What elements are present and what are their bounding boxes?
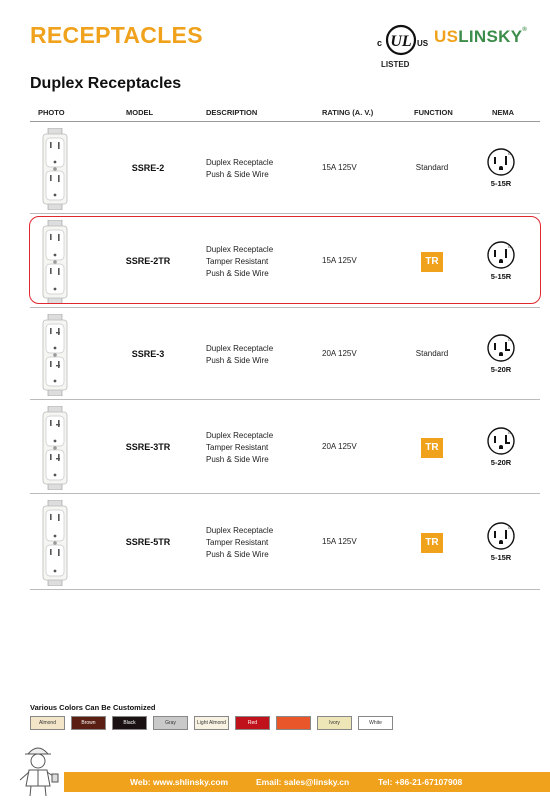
product-photo <box>40 500 70 591</box>
table-row <box>30 310 540 400</box>
column-nema: NEMA <box>492 108 515 117</box>
color-swatch: White <box>358 716 393 730</box>
svg-text:G: G <box>508 244 512 249</box>
color-swatch: Red <box>235 716 270 730</box>
svg-text:G: G <box>508 337 512 342</box>
description-line: Push & Side Wire <box>206 550 269 559</box>
table-header <box>30 108 540 122</box>
description-line: Push & Side Wire <box>206 269 269 278</box>
product-description <box>206 343 273 367</box>
rating-value: 15A 125V <box>322 256 357 265</box>
color-swatch: Ivory <box>317 716 352 730</box>
header-divider <box>30 121 540 122</box>
description-line: Tamper Resistant <box>206 443 269 452</box>
brand-us: US <box>434 27 459 46</box>
column-description: DESCRIPTION <box>206 108 258 117</box>
model-number: SSRE-5TR <box>125 537 171 547</box>
description-line: Push & Side Wire <box>206 455 269 464</box>
mascot-illustration <box>14 740 62 798</box>
footer-web: Web: www.shlinsky.com <box>130 777 229 787</box>
page-title: RECEPTACLES <box>30 22 203 48</box>
color-swatch: Almond <box>30 716 65 730</box>
color-swatch: Brown <box>71 716 106 730</box>
row-divider <box>30 307 540 308</box>
product-photo <box>40 128 70 215</box>
footer-email: Email: sales@linsky.cn <box>256 777 350 787</box>
nema-outlet-icon <box>486 521 516 551</box>
description-line: Push & Side Wire <box>206 356 269 365</box>
rating-value: 15A 125V <box>322 163 357 172</box>
receptacle-photo <box>40 406 70 490</box>
tr-badge: TR <box>421 533 443 553</box>
brand-logo <box>434 27 527 47</box>
footer-bar <box>64 772 550 792</box>
model-number: SSRE-3 <box>131 349 165 359</box>
column-function: FUNCTION <box>414 108 453 117</box>
nema-label: 5-15R <box>490 553 512 562</box>
description-line: Duplex Receptacle <box>206 245 274 254</box>
color-swatch: Black <box>112 716 147 730</box>
row-divider <box>30 399 540 400</box>
description-line: Tamper Resistant <box>206 257 269 266</box>
receptacle-photo <box>40 314 70 396</box>
nema-config <box>483 147 519 188</box>
receptacle-photo <box>40 500 70 586</box>
ul-us-mark: US <box>417 39 429 48</box>
receptacle-photo <box>40 128 70 210</box>
nema-config <box>483 426 519 467</box>
model-number: SSRE-2 <box>131 163 165 173</box>
tr-badge: TR <box>421 438 443 458</box>
row-divider <box>30 213 540 214</box>
section-title: Duplex Receptacles <box>30 75 182 92</box>
nema-config <box>483 521 519 562</box>
table-row <box>30 402 540 494</box>
nema-label: 5-15R <box>490 272 512 281</box>
column-model: MODEL <box>126 108 154 117</box>
ul-listed-label: LISTED <box>381 60 410 69</box>
description-line: Push & Side Wire <box>206 170 269 179</box>
footer-tel: Tel: +86-21-67107908 <box>378 777 463 787</box>
column-rating: RATING (A. V.) <box>322 108 374 117</box>
svg-text:G: G <box>508 430 512 435</box>
rating-value: 20A 125V <box>322 442 357 451</box>
product-photo <box>40 406 70 495</box>
product-description <box>206 157 273 181</box>
tr-badge: TR <box>421 252 443 272</box>
function-value: Standard <box>415 349 449 358</box>
nema-config <box>483 333 519 374</box>
product-description <box>206 430 273 466</box>
nema-label: 5-20R <box>490 458 512 467</box>
ul-listed-logo <box>373 22 429 70</box>
product-photo <box>40 314 70 401</box>
model-number: SSRE-2TR <box>125 256 171 266</box>
description-line: Duplex Receptacle <box>206 158 274 167</box>
row-divider <box>30 589 540 590</box>
rating-value: 15A 125V <box>322 537 357 546</box>
description-line: Duplex Receptacle <box>206 526 274 535</box>
ul-c-mark: c <box>377 38 383 48</box>
brand-rest: LINSKY <box>458 27 523 46</box>
table-row <box>30 124 540 214</box>
nema-outlet-icon <box>486 426 516 456</box>
nema-outlet-icon <box>486 147 516 177</box>
highlight-box <box>29 216 541 304</box>
description-line: Duplex Receptacle <box>206 344 274 353</box>
nema-label: 5-20R <box>490 365 512 374</box>
nema-outlet-icon <box>486 333 516 363</box>
description-line: Tamper Resistant <box>206 538 269 547</box>
column-photo: PHOTO <box>38 108 65 117</box>
color-swatch: Light Almond <box>194 716 229 730</box>
table-row <box>30 496 540 590</box>
row-divider <box>30 493 540 494</box>
svg-text:UL: UL <box>390 33 412 50</box>
rating-value: 20A 125V <box>322 349 357 358</box>
color-swatch: Gray <box>153 716 188 730</box>
brand-mark: ® <box>522 27 528 33</box>
description-line: Duplex Receptacle <box>206 431 274 440</box>
function-value: Standard <box>415 163 449 172</box>
nema-label: 5-15R <box>490 179 512 188</box>
color-swatch <box>276 716 311 730</box>
model-number: SSRE-3TR <box>125 442 171 452</box>
product-description <box>206 525 273 561</box>
svg-text:G: G <box>508 525 512 530</box>
svg-text:G: G <box>508 151 512 156</box>
colors-title: Various Colors Can Be Customized <box>30 703 156 712</box>
